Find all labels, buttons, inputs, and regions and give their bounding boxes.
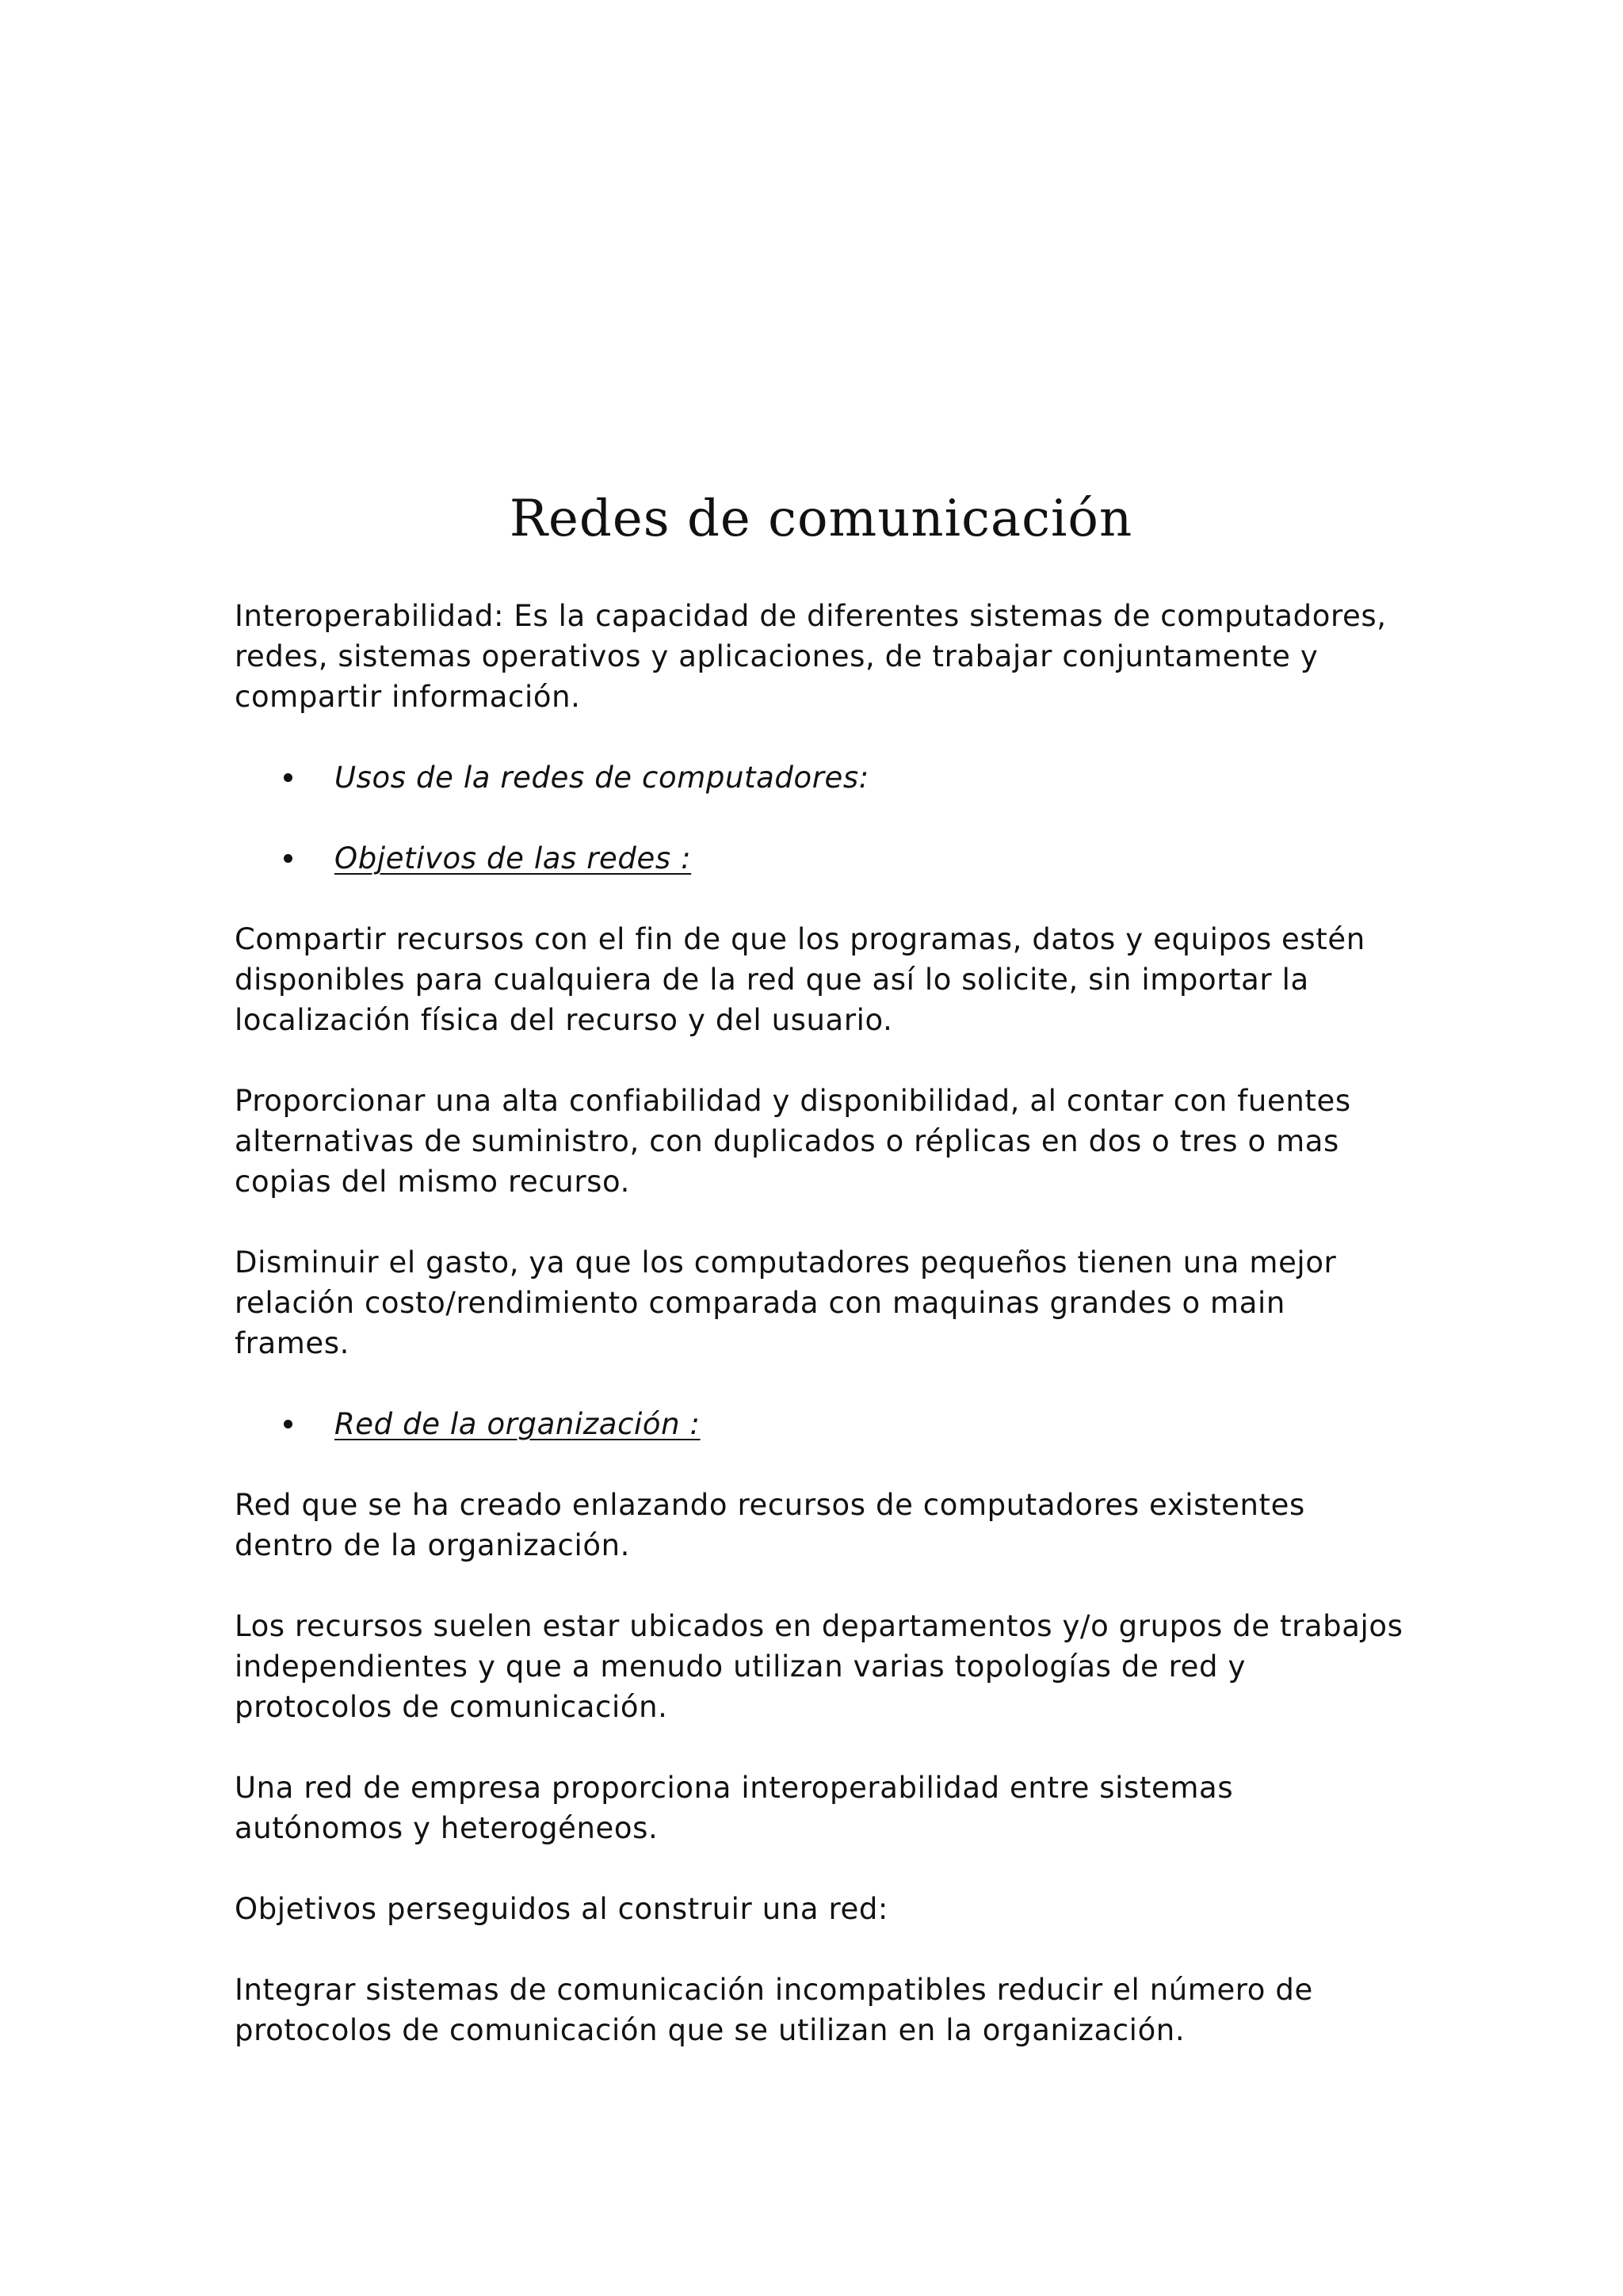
- bullet-dot-icon: [284, 1420, 292, 1428]
- organization-paragraph: Una red de empresa proporciona interoperabilidad entre sistemas autónomos y heterogéneos.: [235, 1771, 1234, 1845]
- organization-paragraph: Red que se ha creado enlazando recursos de computadores existentes dentro de la organización.: [235, 1488, 1305, 1562]
- objective-paragraph: Proporcionar una alta confiabilidad y disponibilidad, al contar con fuentes alternativas de suministro, con duplicados o réplicas en dos o tres o mas copias del mismo recurso.: [235, 1084, 1351, 1199]
- bullet-item-usos: [235, 757, 1407, 798]
- bullet-item-objetivos: [235, 838, 1407, 879]
- bullet-item-red-organizacion: [235, 1404, 1407, 1444]
- bullet-text: Objetivos de las redes :: [334, 841, 692, 875]
- bullet-dot-icon: [284, 773, 292, 782]
- document-title: Redes de comunicación: [509, 490, 1133, 548]
- document-body: [235, 483, 1407, 2091]
- organization-paragraph: Integrar sistemas de comunicación incompatibles reducir el número de protocolos de comunicación que se utilizan en la organización.: [235, 1973, 1313, 2047]
- bullet-list-2: [235, 1404, 1407, 1444]
- bullet-text: Red de la organización :: [334, 1407, 701, 1441]
- bullet-list-1: [235, 757, 1407, 879]
- organization-paragraph: Objetivos perseguidos al construir una red:: [235, 1892, 888, 1926]
- organization-paragraph: Los recursos suelen estar ubicados en departamentos y/o grupos de trabajos independientes y que a menudo utilizan varias topologías de red y protocolos de comunicación.: [235, 1609, 1403, 1724]
- objective-paragraph: Compartir recursos con el fin de que los programas, datos y equipos estén disponibles para cualquiera de la red que así lo solicite, sin importar la localización física del recurso y del usuario.: [235, 922, 1365, 1037]
- intro-paragraph: Interoperabilidad: Es la capacidad de diferentes sistemas de computadores, redes, sistemas operativos y aplicaciones, de trabajar conjuntamente y compartir información.: [235, 599, 1387, 714]
- bullet-text: Usos de la redes de computadores:: [334, 761, 869, 795]
- bullet-dot-icon: [284, 854, 292, 863]
- objective-paragraph: Disminuir el gasto, ya que los computadores pequeños tienen una mejor relación costo/rendimiento comparada con maquinas grandes o main frames.: [235, 1245, 1337, 1360]
